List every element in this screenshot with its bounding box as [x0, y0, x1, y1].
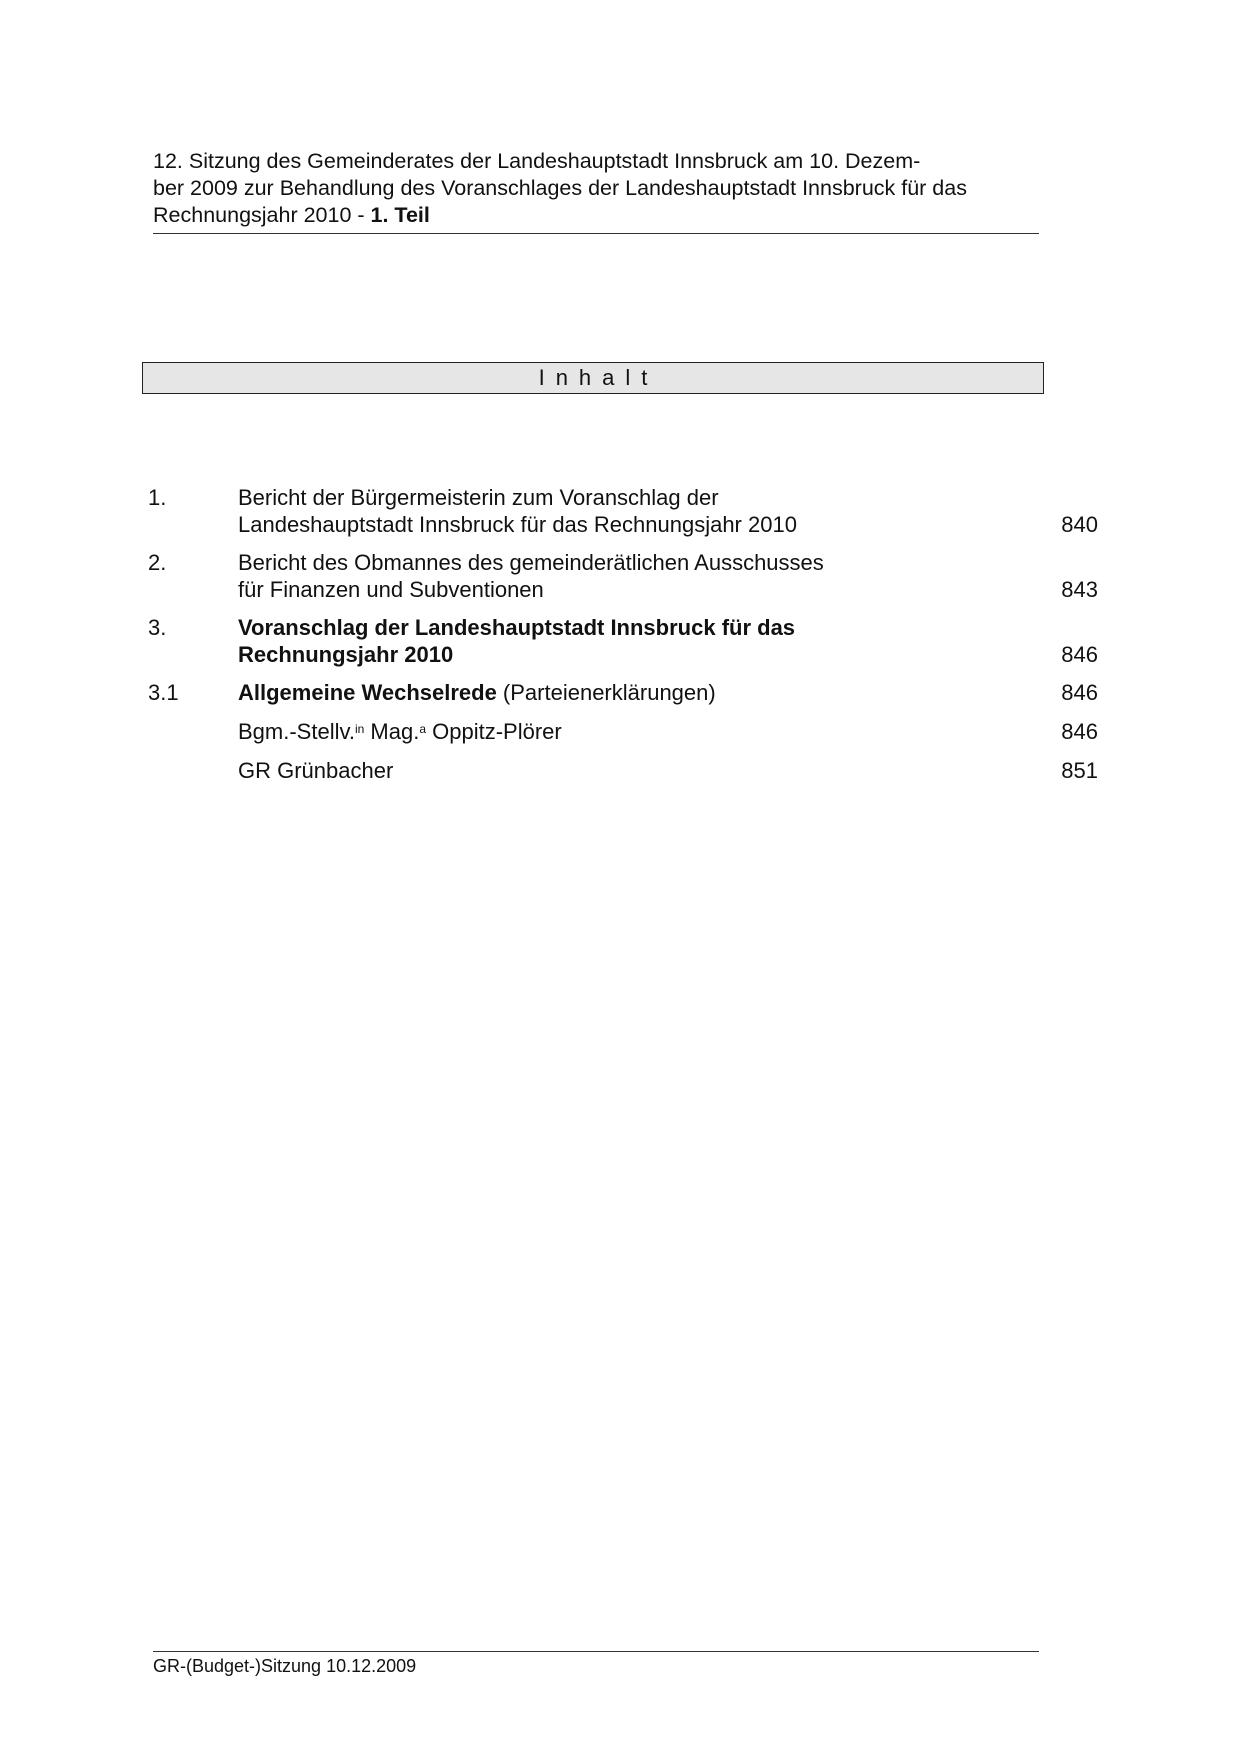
toc-entry-2[interactable] [148, 549, 1098, 603]
toc-entry-page: 846 [1061, 680, 1098, 705]
speaker-title-part: Bgm.-Stellv. [238, 719, 355, 744]
toc-entry-page: 846 [1061, 642, 1098, 667]
footer-text: GR-(Budget-)Sitzung 10.12.2009 [153, 1656, 417, 1676]
superscript: a [419, 722, 427, 736]
toc-entry-title [238, 484, 998, 538]
table-of-contents [148, 484, 1098, 796]
toc-entry-number: 2. [148, 550, 167, 575]
toc-entry-speaker-oppitz-ploerer[interactable] [148, 718, 1098, 745]
toc-entry-page: 846 [1061, 719, 1098, 744]
toc-entry-bold-text: Allgemeine Wechselrede [238, 680, 497, 705]
toc-entry-line [238, 679, 998, 706]
toc-entry-title [238, 718, 998, 745]
header-line-3 [153, 202, 1039, 229]
speaker-name: Oppitz-Plörer [426, 719, 562, 744]
toc-entry-3[interactable] [148, 614, 1098, 668]
toc-entry-1[interactable] [148, 484, 1098, 538]
header-line-1: 12. Sitzung des Gemeinderates der Landeshauptstadt Innsbruck am 10. Dezem- [153, 149, 921, 173]
toc-entry-normal-text: (Parteienerklärungen) [496, 680, 716, 705]
superscript: in [354, 722, 365, 736]
toc-entry-number: 3. [148, 615, 167, 640]
contents-heading: Inhalt [538, 365, 659, 390]
document-footer [153, 1651, 1039, 1677]
toc-entry-page: 840 [1061, 512, 1098, 537]
document-header [153, 148, 1039, 234]
toc-entry-title [238, 614, 998, 668]
header-part-label: 1. Teil [370, 203, 430, 227]
contents-heading-box [142, 362, 1044, 394]
toc-entry-3-1[interactable] [148, 679, 1098, 706]
toc-entry-number: 1. [148, 485, 167, 510]
toc-entry-line: Bericht des Obmannes des gemeinderätlichen Ausschusses [238, 550, 824, 575]
toc-entry-title [238, 549, 998, 603]
toc-entry-line: Voranschlag der Landeshauptstadt Innsbruck für das [238, 615, 796, 640]
header-line-2: ber 2009 zur Behandlung des Voranschlages der Landeshauptstadt Innsbruck für das [153, 176, 967, 200]
toc-entry-speaker-gruenbacher[interactable] [148, 757, 1098, 784]
toc-entry-title [238, 757, 998, 784]
toc-entry-line: für Finanzen und Subventionen [238, 577, 544, 602]
toc-entry-page: 851 [1061, 758, 1098, 783]
toc-entry-line: Bericht der Bürgermeisterin zum Voranschlag der [238, 485, 719, 510]
toc-entry-page: 843 [1061, 577, 1098, 602]
toc-entry-line: GR Grünbacher [238, 758, 394, 783]
toc-entry-line: Rechnungsjahr 2010 [238, 642, 454, 667]
toc-entry-line: Landeshauptstadt Innsbruck für das Rechnungsjahr 2010 [238, 512, 797, 537]
toc-entry-line [238, 718, 998, 745]
toc-entry-title [238, 679, 998, 706]
toc-entry-number: 3.1 [148, 680, 179, 705]
speaker-title-part: Mag. [364, 719, 420, 744]
header-line-3-prefix: Rechnungsjahr 2010 - [153, 203, 371, 227]
